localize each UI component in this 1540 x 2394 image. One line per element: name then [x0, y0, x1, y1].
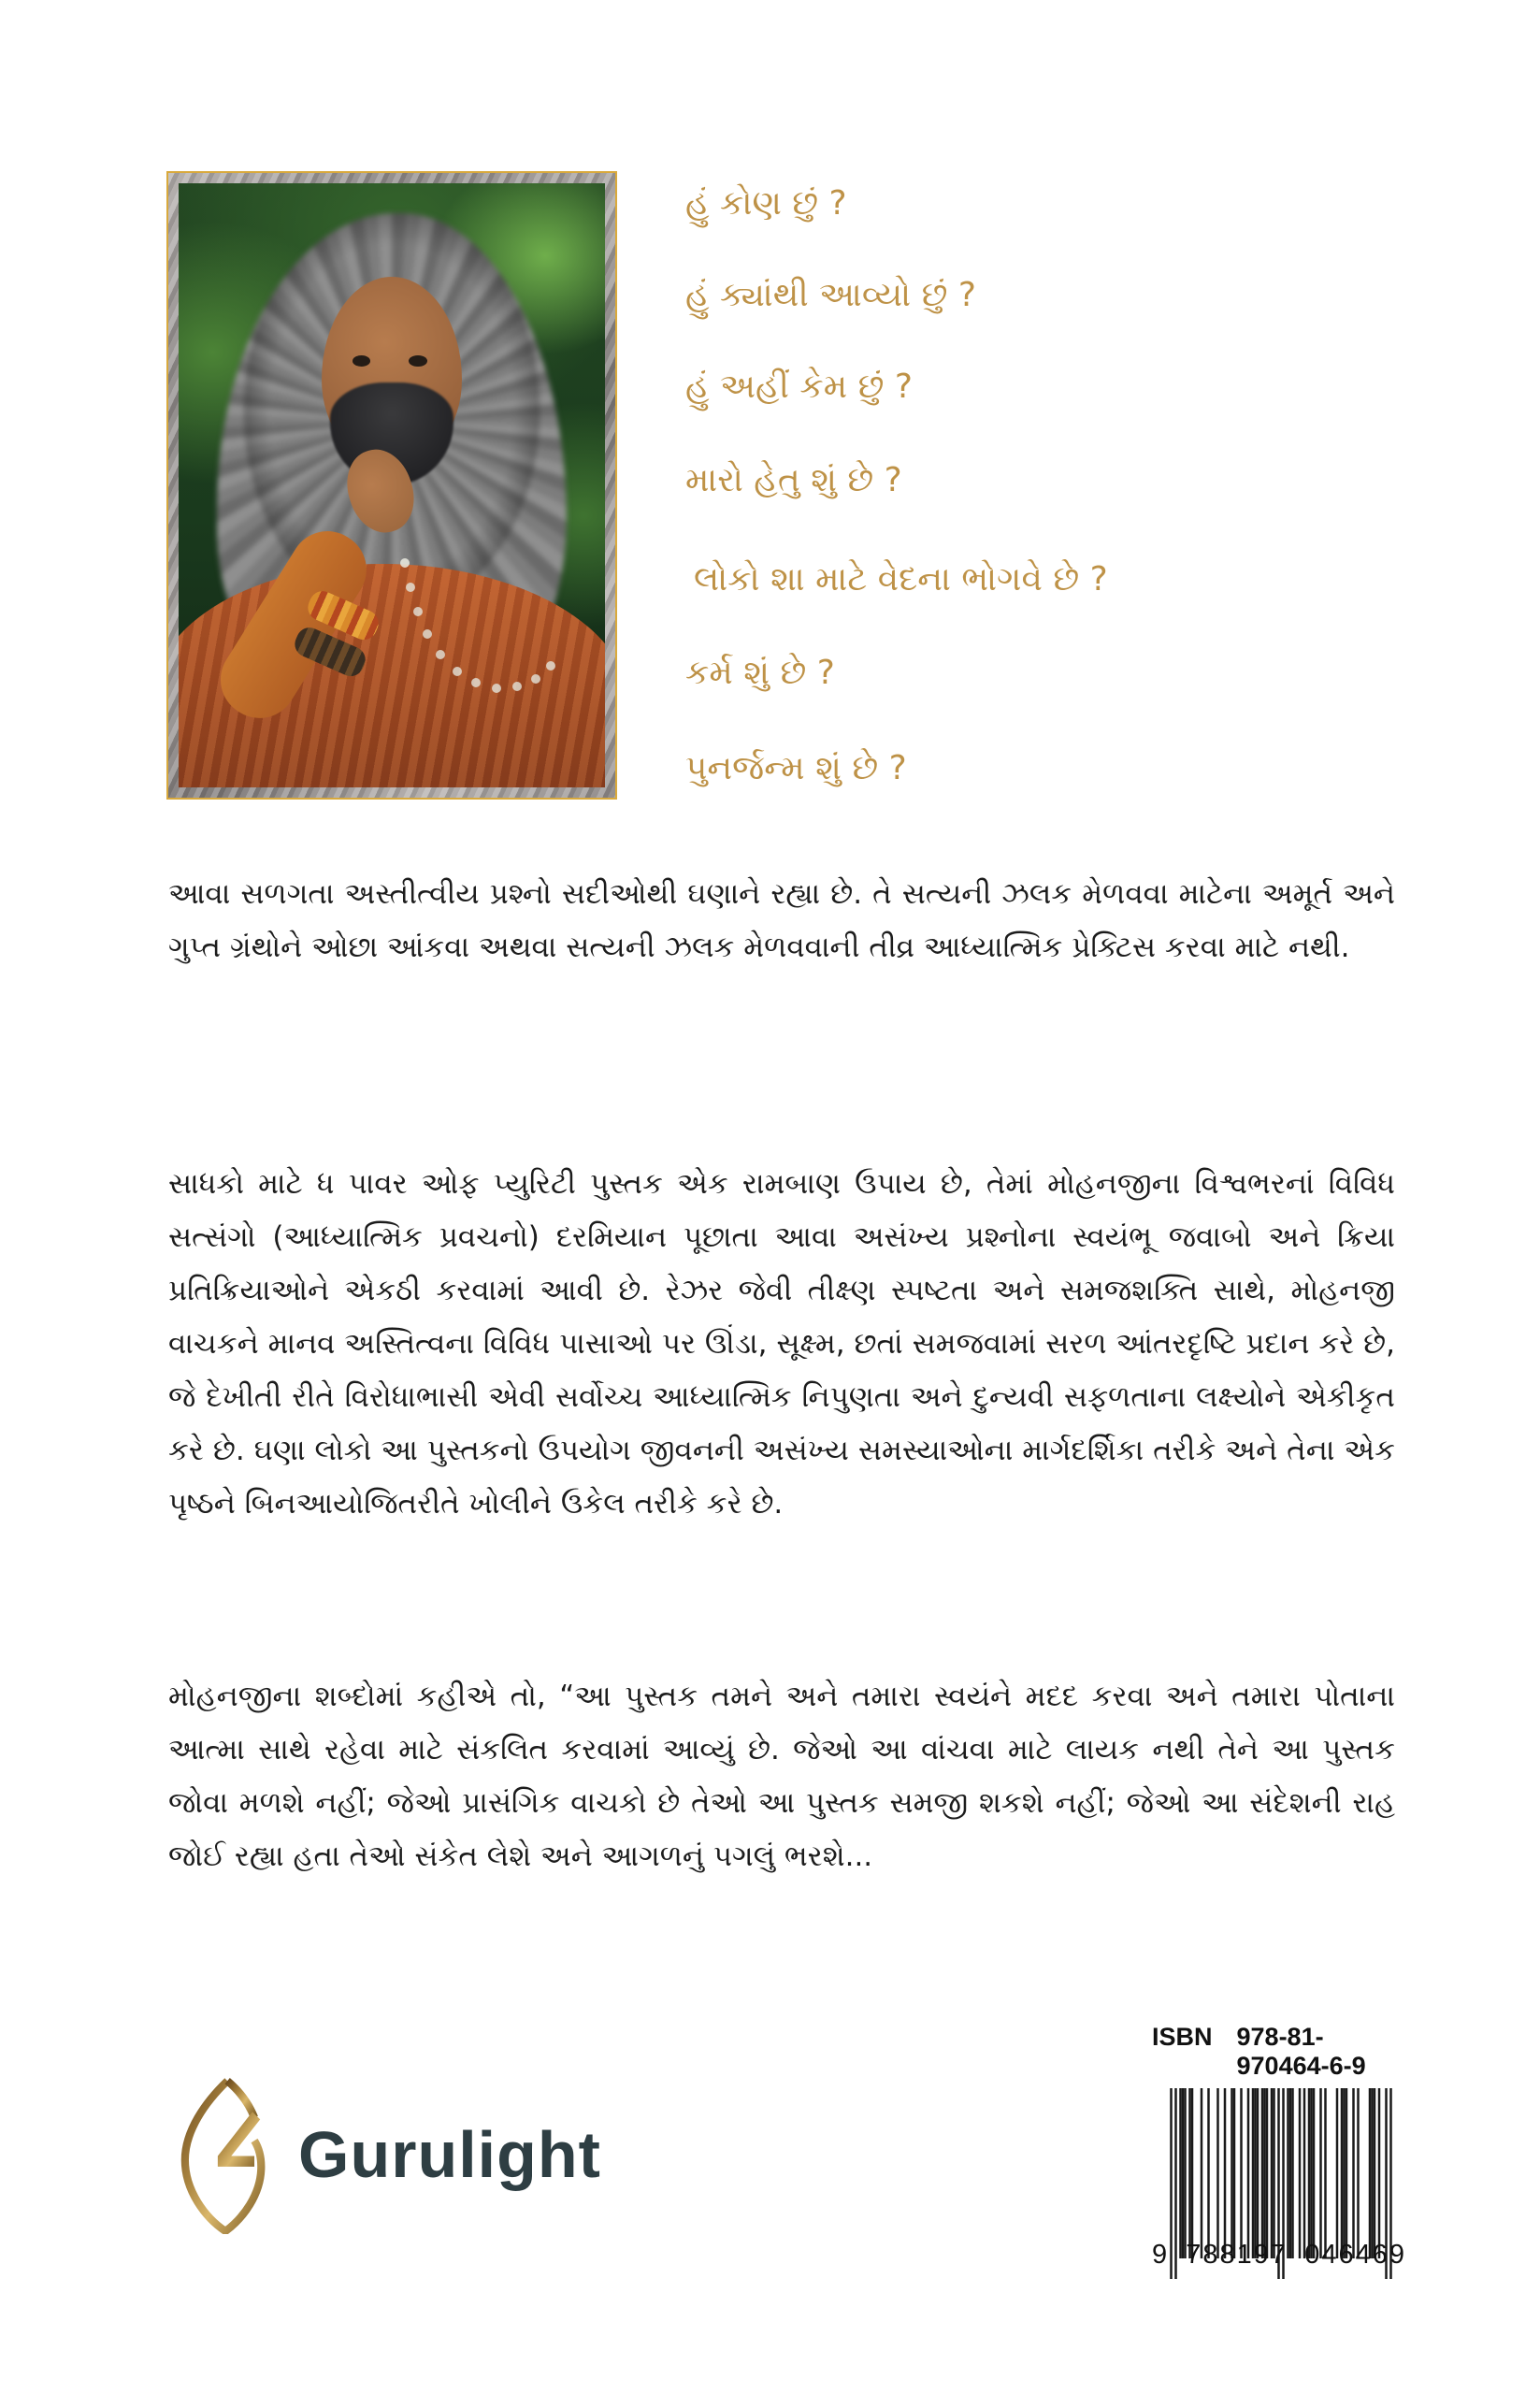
question-why-suffering: લોકો શા માટે વેદના ભોગવે છે ?: [694, 560, 1108, 598]
gurulight-wordmark: Gurulight: [298, 2118, 601, 2191]
portrait-eye-right: [409, 355, 427, 367]
isbn-number: 978-81-970464-6-9: [1236, 2023, 1366, 2080]
barcode-digit-lead: 9: [1152, 2240, 1170, 2270]
question-what-is-karma: કર્મ શું છે ?: [685, 654, 835, 692]
isbn-label: ISBN: [1152, 2023, 1213, 2051]
portrait-eye-left: [353, 355, 371, 367]
barcode-digit-group1: 788197: [1186, 2240, 1288, 2270]
paragraph-about-book: સાધકો માટે ધ પાવર ઓફ પ્યુરિટી પુસ્તક એક રામબાણ ઉપાય છે, તેમાં મોહનજીના વિશ્વભરનાં વિવિધ સત્સંગો (આધ્યાત્મિક પ્રવચનો) દરમિયાન પૂછાતા આવા અસંખ્ય પ્રશ્નોના સ્વયંભૂ જવાબો અને ક્રિયા પ્રતિક્રિયાઓને એકઠી કરવામાં આવી છે. રેઝર જેવી તીક્ષ્ણ સ્પષ્ટતા અને સમજશક્તિ સાથે, મોહનજી વાચકને માનવ અસ્તિત્વના વિવિધ પાસાઓ પર ઊંડા, સૂક્ષ્મ, છતાં સમજવામાં સરળ આંતરદૃષ્ટિ પ્રદાન કરે છે, જે દેખીતી રીતે વિરોધાભાસી એવી સર્વોચ્ચ આધ્યાત્મિક નિપુણતા અને દુન્યવી સફળતાના લક્ષ્યોને એકીકૃત કરે છે. ઘણા લોકો આ પુસ્તકનો ઉપયોગ જીવનની અસંખ્ય સમસ્યાઓના માર્ગદર્શિકા તરીકે અને તેના એક પૃષ્ઠને બિનઆયોજિતરીતે ખોલીને ઉકેલ તરીકે કરે છે.: [168, 1167, 1395, 1521]
isbn-line: [1152, 2023, 1410, 2081]
isbn-barcode: [1170, 2088, 1392, 2281]
author-photo-frame: [166, 171, 617, 800]
author-photo: [179, 183, 605, 787]
question-why-here: હું અહીં કેમ છું ?: [685, 368, 914, 406]
question-where-from: હું ક્યાંથી આવ્યો છું ?: [685, 276, 976, 314]
question-what-is-rebirth: પુનર્જન્મ શું છે ?: [685, 749, 907, 787]
gurulight-leaf-icon: [173, 2075, 270, 2234]
barcode-digit-group2: 046469: [1304, 2240, 1406, 2270]
paragraph-mohanji-quote: મોહનજીના શબ્દોમાં કહીએ તો, “આ પુસ્તક તમને અને તમારા સ્વયંને મદદ કરવા અને તમારા પોતાના આત્મા સાથે રહેવા માટે સંકલિત કરવામાં આવ્યું છે. જેઓ આ વાંચવા માટે લાયક નથી તેને આ પુસ્તક જોવા મળશે નહીં; જેઓ પ્રાસંગિક વાચકો છે તેઓ આ પુસ્તક સમજી શકશે નહીં; જેઓ આ સંદેશની રાહ જોઈ રહ્યા હતા તેઓ સંકેત લેશે અને આગળનું પગલું ભરશે...: [168, 1680, 1395, 1873]
question-who-am-i: હું કોણ છું ?: [685, 184, 847, 223]
gurulight-logo: [173, 2071, 601, 2238]
question-my-purpose: મારો હેતુ શું છે ?: [685, 461, 902, 499]
portrait-bead-necklace: [400, 558, 410, 568]
paragraph-intro: આવા સળગતા અસ્તીત્વીય પ્રશ્નો સદીઓથી ઘણાને રહ્યા છે. તે સત્યની ઝલક મેળવવા માટેના અમૂર્ત અને ગુપ્ત ગ્રંથોને ઓછા આંકવા અથવા સત્યની ઝલક મેળવવાની તીવ્ર આધ્યાત્મિક પ્રેક્ટિસ કરવા માટે નથી.: [168, 877, 1395, 964]
isbn-block: [1152, 2023, 1410, 2281]
